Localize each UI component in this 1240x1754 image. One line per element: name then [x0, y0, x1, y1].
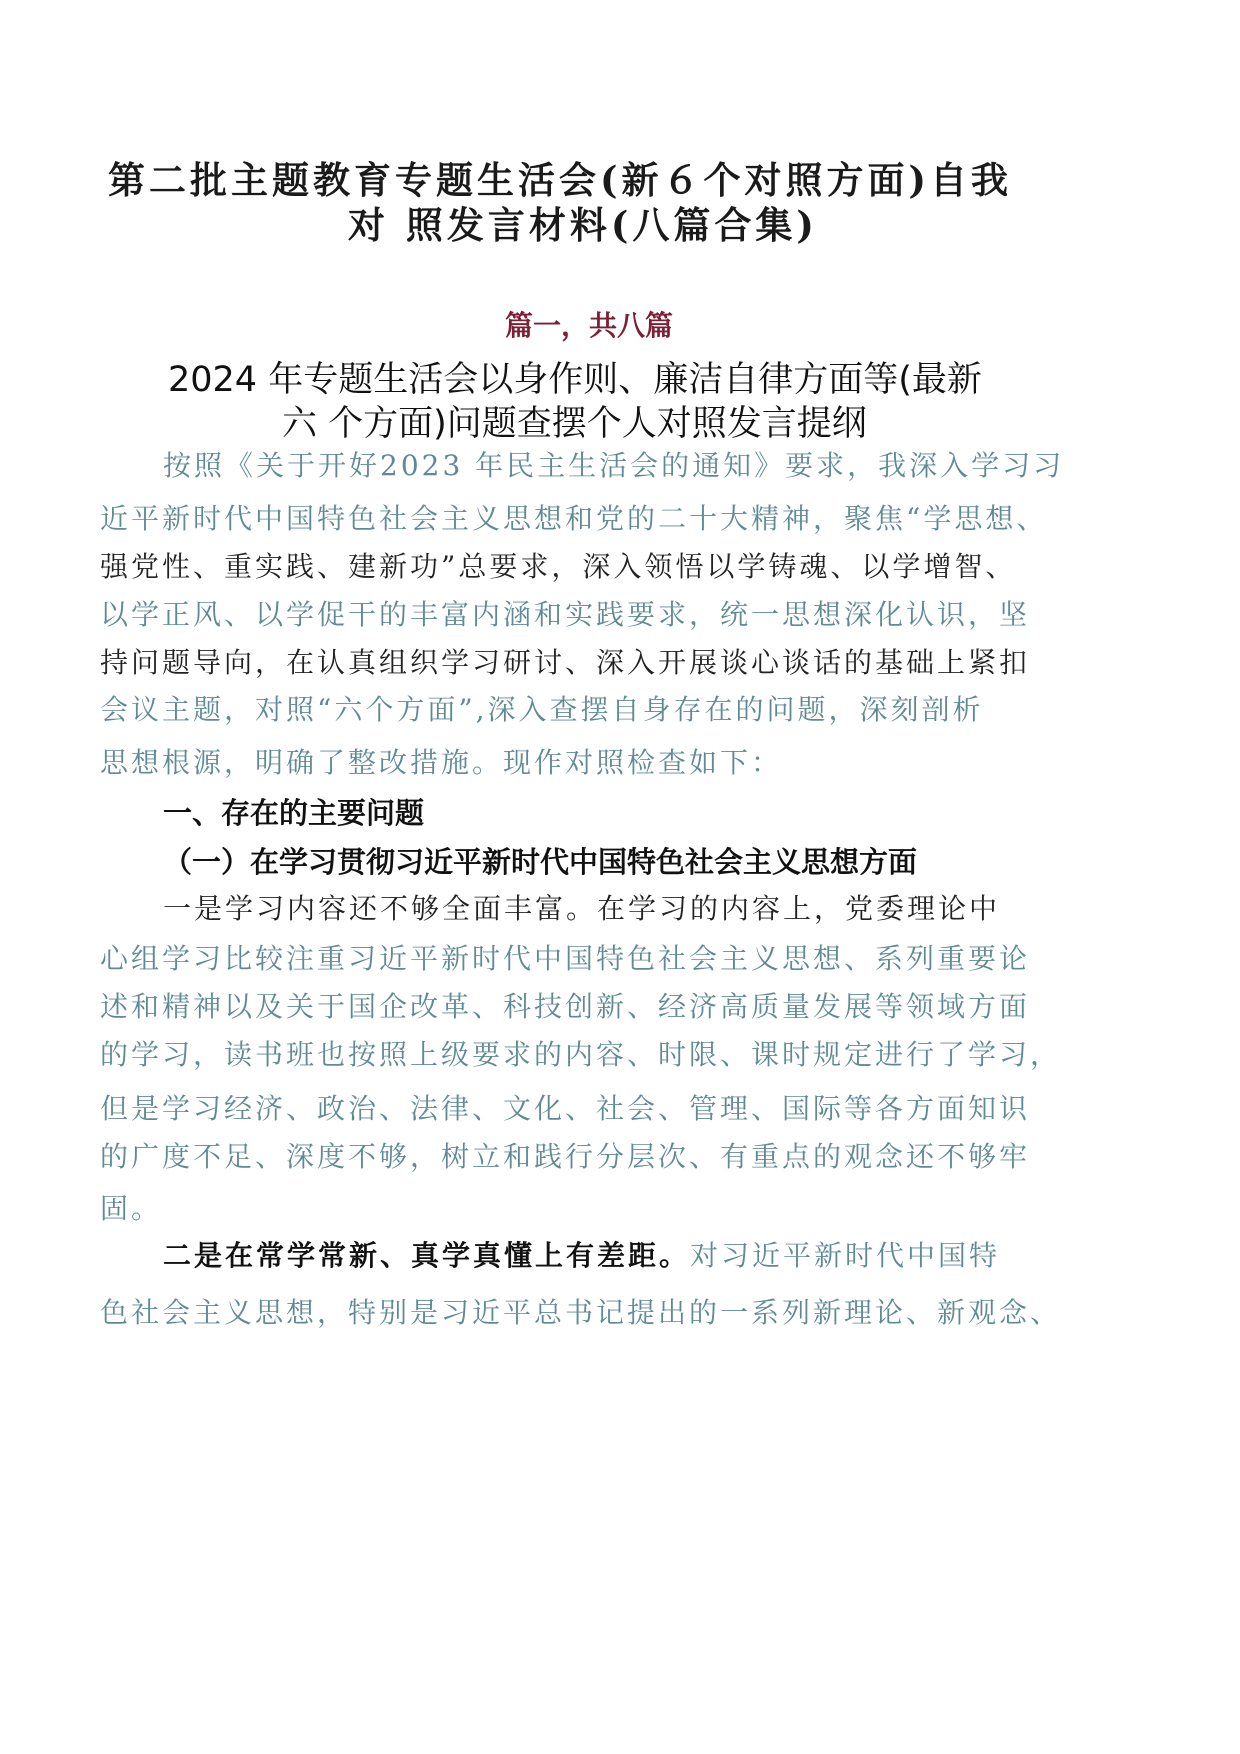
subtitle-line1: 2024 年专题生活会以身作则、廉洁自律方面等(最新 [168, 360, 982, 400]
intro-line-4: 以学正风、以学促干的丰富内涵和实践要求，统一思想深化认识，坚 [100, 598, 1031, 631]
para1-line-1: 一是学习内容还不够全面丰富。在学习的内容上，党委理论中 [163, 892, 1001, 925]
intro-line-6: 会议主题，对照“六个方面”,深入查摆自身存在的问题，深刻剖析 [100, 693, 984, 726]
para1-line-6: 的广度不足、深度不够，树立和践行分层次、有重点的观念还不够牢 [100, 1140, 1031, 1173]
intro-line-2: 近平新时代中国特色社会主义思想和党的二十大精神，聚焦“学思想、 [100, 502, 1048, 535]
subsection-heading: （一）在学习贯彻习近平新时代中国特色社会主义思想方面 [163, 845, 918, 879]
para1-line-7: 固。 [100, 1192, 163, 1225]
para1-line-2: 心组学习比较注重习近平新时代中国特色社会主义思想、系列重要论 [100, 942, 1031, 975]
para1-line-4: 的学习，读书班也按照上级要求的内容、时限、课时规定进行了学习， [100, 1038, 1062, 1071]
para2-lead: 二是在常学常新、真学真懂上有差距。 [163, 1239, 691, 1272]
para2-line-1 [163, 1234, 1000, 1274]
subtitle-line2: 六 个方面)问题查摆个人对照发言提纲 [282, 404, 867, 444]
para2-continuation: 对习近平新时代中国特 [690, 1239, 1001, 1272]
doc-title-line2: 对 照发言材料(八篇合集) [348, 203, 818, 247]
doc-title-line1: 第二批主题教育专题生活会(新６个对照方面)自我 [108, 158, 1013, 202]
para1-line-5: 但是学习经济、政治、法律、文化、社会、管理、国际等各方面知识 [100, 1092, 1031, 1125]
intro-line-7: 思想根源，明确了整改措施。现作对照检查如下： [100, 746, 783, 779]
intro-line-3: 强党性、重实践、建新功”总要求，深入领悟以学铸魂、以学增智、 [100, 550, 1017, 583]
intro-line-1: 按照《关于开好2023 年民主生活会的通知》要求，我深入学习习 [163, 449, 1065, 482]
para1-line-3: 述和精神以及关于国企改革、科技创新、经济高质量发展等领域方面 [100, 990, 1031, 1023]
section-heading: 一、存在的主要问题 [163, 796, 425, 830]
intro-line-5: 持问题导向，在认真组织学习研讨、深入开展谈心谈话的基础上紧扣 [100, 646, 1031, 679]
part-label: 篇一，共八篇 [505, 309, 674, 342]
para2-line-2: 色社会主义思想，特别是习近平总书记提出的一系列新理论、新观念、 [100, 1296, 1062, 1329]
